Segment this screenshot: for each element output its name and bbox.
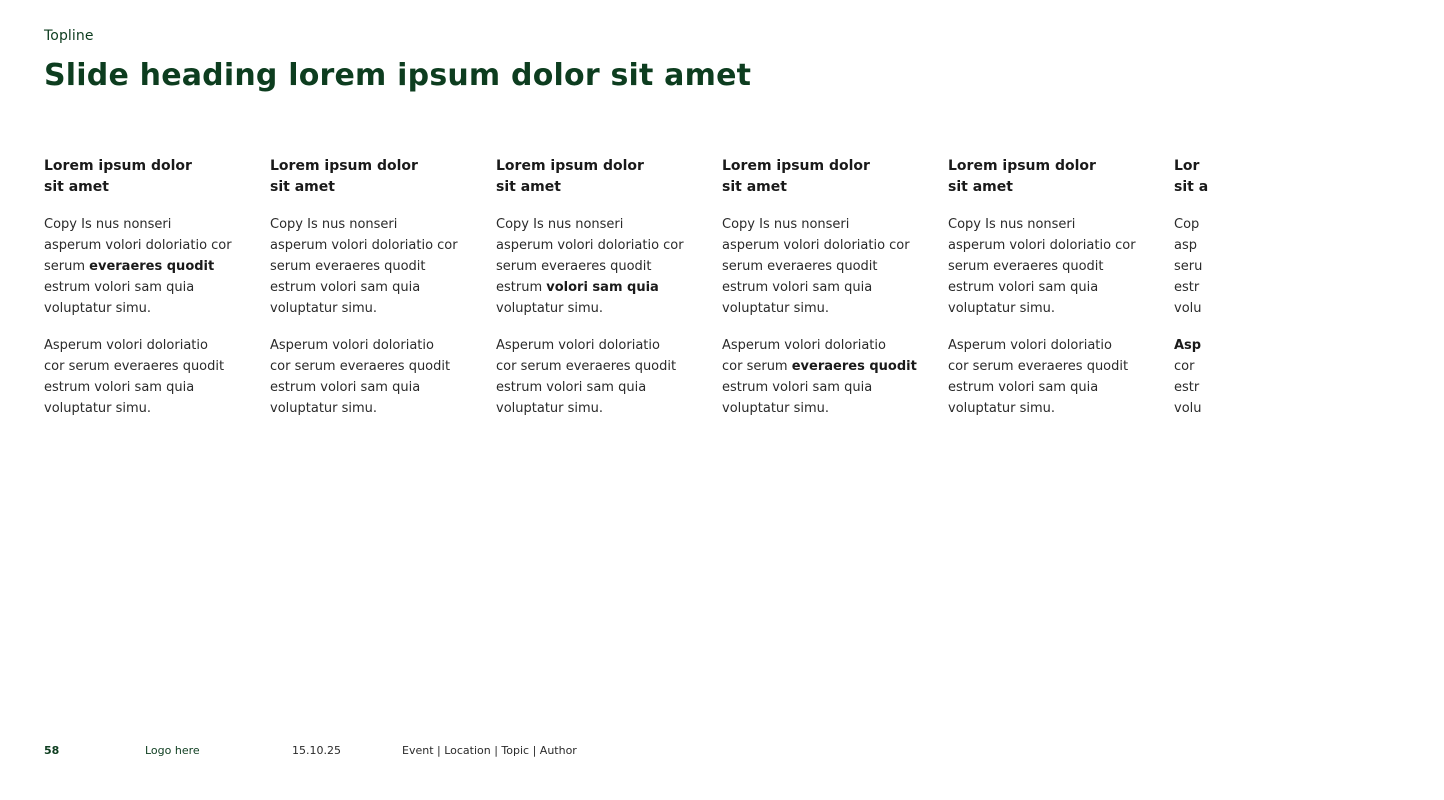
- column-title: [270, 156, 476, 198]
- body-text: seru: [1174, 259, 1203, 274]
- paragraph-line: [496, 398, 702, 419]
- column-paragraph-second: [948, 335, 1154, 419]
- paragraph-line: [722, 398, 928, 419]
- paragraph-line: [270, 256, 476, 277]
- column-paragraph-first: [1174, 214, 1380, 319]
- text-column: [496, 156, 702, 419]
- paragraph-line: [496, 277, 702, 298]
- column-title: [948, 156, 1154, 198]
- paragraph-line: [948, 214, 1154, 235]
- paragraph-line: [496, 377, 702, 398]
- column-title-line: sit amet: [270, 179, 335, 195]
- body-text: cor serum: [722, 359, 792, 374]
- paragraph-line: [722, 335, 928, 356]
- body-text: asperum volori doloriatio cor: [270, 238, 458, 253]
- paragraph-line: [270, 377, 476, 398]
- body-text: estr: [1174, 380, 1200, 395]
- column-paragraph-first: [44, 214, 250, 319]
- body-text: voluptatur simu.: [44, 301, 152, 316]
- paragraph-line: [44, 235, 250, 256]
- paragraph-line: [44, 298, 250, 319]
- text-column: [1174, 156, 1380, 419]
- slide-heading: Slide heading lorem ipsum dolor sit amet: [44, 58, 752, 93]
- paragraph-line: [270, 214, 476, 235]
- body-text: Cop: [1174, 217, 1200, 232]
- paragraph-line: [722, 256, 928, 277]
- paragraph-line: [722, 377, 928, 398]
- body-text: estrum: [496, 280, 547, 295]
- body-text: Copy Is nus nonseri: [270, 217, 398, 232]
- text-column: [44, 156, 250, 419]
- paragraph-line: [496, 235, 702, 256]
- paragraph-line: [496, 298, 702, 319]
- column-title-line: Lor: [1174, 158, 1200, 174]
- paragraph-line: [44, 356, 250, 377]
- body-text: Copy Is nus nonseri: [948, 217, 1076, 232]
- emphasis-text: everaeres quodit: [791, 359, 917, 374]
- body-text: voluptatur simu.: [722, 301, 830, 316]
- body-text: Asperum volori doloriatio: [496, 338, 660, 353]
- paragraph-line: [44, 277, 250, 298]
- paragraph-line: [270, 235, 476, 256]
- body-text: volu: [1174, 401, 1202, 416]
- paragraph-line: [722, 235, 928, 256]
- paragraph-line: [44, 335, 250, 356]
- paragraph-line: [1174, 214, 1380, 235]
- paragraph-line: [1174, 356, 1380, 377]
- body-text: estrum volori sam quia: [270, 280, 421, 295]
- body-text: Asperum volori doloriatio: [948, 338, 1112, 353]
- paragraph-line: [1174, 256, 1380, 277]
- paragraph-line: [44, 214, 250, 235]
- body-text: cor serum everaeres quodit: [496, 359, 677, 374]
- paragraph-line: [496, 256, 702, 277]
- paragraph-line: [270, 277, 476, 298]
- paragraph-line: [1174, 235, 1380, 256]
- body-text: serum everaeres quodit: [496, 259, 652, 274]
- column-title: [1174, 156, 1380, 198]
- emphasis-text: volori sam quia: [546, 280, 659, 295]
- body-text: Copy Is nus nonseri: [722, 217, 850, 232]
- body-text: estrum volori sam quia: [722, 280, 873, 295]
- paragraph-line: [44, 377, 250, 398]
- column-title-line: sit amet: [44, 179, 109, 195]
- column-paragraph-second: [1174, 335, 1380, 419]
- paragraph-line: [1174, 298, 1380, 319]
- paragraph-line: [948, 256, 1154, 277]
- body-text: Asperum volori doloriatio: [44, 338, 208, 353]
- body-text: estrum volori sam quia: [948, 380, 1099, 395]
- paragraph-line: [722, 277, 928, 298]
- paragraph-line: [948, 277, 1154, 298]
- column-title-line: sit amet: [496, 179, 561, 195]
- text-column: [270, 156, 476, 419]
- paragraph-line: [44, 398, 250, 419]
- column-title-line: sit amet: [948, 179, 1013, 195]
- emphasis-text: Asp: [1174, 338, 1202, 353]
- body-text: serum everaeres quodit: [270, 259, 426, 274]
- column-title: [722, 156, 928, 198]
- body-text: voluptatur simu.: [948, 401, 1056, 416]
- column-paragraph-first: [496, 214, 702, 319]
- paragraph-line: [948, 298, 1154, 319]
- emphasis-text: everaeres quodit: [89, 259, 215, 274]
- body-text: cor serum everaeres quodit: [948, 359, 1129, 374]
- body-text: voluptatur simu.: [270, 401, 378, 416]
- column-title-line: Lorem ipsum dolor: [948, 158, 1096, 174]
- column-title-line: Lorem ipsum dolor: [44, 158, 192, 174]
- body-text: Copy Is nus nonseri: [44, 217, 172, 232]
- column-title-line: Lorem ipsum dolor: [722, 158, 870, 174]
- body-text: estr: [1174, 280, 1200, 295]
- paragraph-line: [496, 214, 702, 235]
- column-paragraph-second: [496, 335, 702, 419]
- body-text: Asperum volori doloriatio: [270, 338, 434, 353]
- body-text: asperum volori doloriatio cor: [496, 238, 684, 253]
- logo-placeholder: Logo here: [145, 744, 200, 757]
- body-text: asperum volori doloriatio cor: [722, 238, 910, 253]
- paragraph-line: [1174, 335, 1380, 356]
- body-text: serum everaeres quodit: [722, 259, 878, 274]
- column-title: [496, 156, 702, 198]
- column-paragraph-first: [270, 214, 476, 319]
- paragraph-line: [270, 398, 476, 419]
- column-title-line: sit amet: [722, 179, 787, 195]
- body-text: voluptatur simu.: [44, 401, 152, 416]
- column-paragraph-first: [948, 214, 1154, 319]
- paragraph-line: [722, 356, 928, 377]
- paragraph-line: [496, 335, 702, 356]
- column-title-line: Lorem ipsum dolor: [270, 158, 418, 174]
- paragraph-line: [948, 235, 1154, 256]
- body-text: Copy Is nus nonseri: [496, 217, 624, 232]
- column-paragraph-second: [44, 335, 250, 419]
- paragraph-line: [1174, 398, 1380, 419]
- paragraph-line: [270, 335, 476, 356]
- body-text: voluptatur simu.: [496, 401, 604, 416]
- footer-date: 15.10.25: [292, 744, 341, 757]
- text-column: [722, 156, 928, 419]
- column-title-line: sit a: [1174, 179, 1209, 195]
- body-text: Asperum volori doloriatio: [722, 338, 886, 353]
- body-text: serum everaeres quodit: [948, 259, 1104, 274]
- paragraph-line: [1174, 377, 1380, 398]
- paragraph-line: [722, 298, 928, 319]
- paragraph-line: [948, 377, 1154, 398]
- body-text: voluptatur simu.: [948, 301, 1056, 316]
- column-title-line: Lorem ipsum dolor: [496, 158, 644, 174]
- body-text: asperum volori doloriatio cor: [44, 238, 232, 253]
- paragraph-line: [270, 298, 476, 319]
- body-text: estrum volori sam quia: [44, 380, 195, 395]
- paragraph-line: [44, 256, 250, 277]
- paragraph-line: [722, 214, 928, 235]
- body-text: voluptatur simu.: [270, 301, 378, 316]
- column-paragraph-first: [722, 214, 928, 319]
- body-text: voluptatur simu.: [722, 401, 830, 416]
- body-text: cor serum everaeres quodit: [270, 359, 451, 374]
- page-number: 58: [44, 744, 60, 757]
- body-text: estrum volori sam quia: [948, 280, 1099, 295]
- body-text: cor: [1174, 359, 1195, 374]
- topline: Topline: [44, 28, 94, 44]
- body-text: volu: [1174, 301, 1202, 316]
- body-text: asperum volori doloriatio cor: [948, 238, 1136, 253]
- body-text: estrum volori sam quia: [722, 380, 873, 395]
- body-text: asp: [1174, 238, 1197, 253]
- paragraph-line: [948, 356, 1154, 377]
- column-paragraph-second: [270, 335, 476, 419]
- body-text: estrum volori sam quia: [496, 380, 647, 395]
- body-text: voluptatur simu.: [496, 301, 604, 316]
- body-text: estrum volori sam quia: [44, 280, 195, 295]
- footer-meta: Event | Location | Topic | Author: [402, 744, 577, 757]
- paragraph-line: [948, 398, 1154, 419]
- text-column: [948, 156, 1154, 419]
- body-text: cor serum everaeres quodit: [44, 359, 225, 374]
- paragraph-line: [496, 356, 702, 377]
- column-title: [44, 156, 250, 198]
- paragraph-line: [270, 356, 476, 377]
- paragraph-line: [948, 335, 1154, 356]
- paragraph-line: [1174, 277, 1380, 298]
- column-paragraph-second: [722, 335, 928, 419]
- body-text: estrum volori sam quia: [270, 380, 421, 395]
- body-text: serum: [44, 259, 90, 274]
